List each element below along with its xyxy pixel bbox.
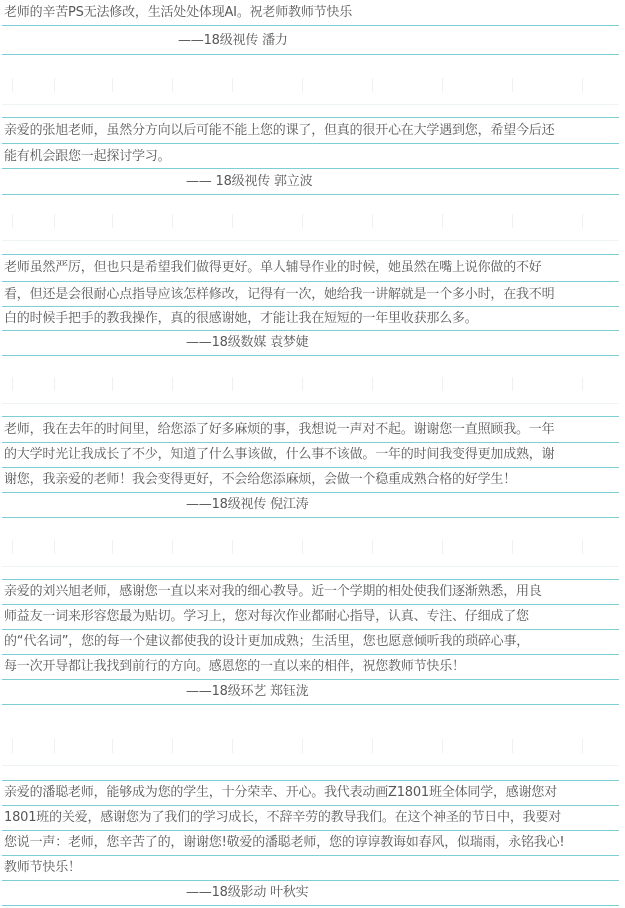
message-line: 亲爱的刘兴旭老师，感谢您一直以来对我的细心教导。近一个学期的相处使我们逐渐熟悉，用良 bbox=[4, 584, 542, 599]
divider bbox=[2, 566, 619, 567]
message-line: 亲爱的潘聪老师，能够成为您的学生，十分荣幸、开心。我代表动画Z1801班全体同学，感谢您对 bbox=[4, 785, 557, 800]
decorative-rule bbox=[2, 210, 619, 232]
divider bbox=[2, 281, 619, 282]
message-line: 看，但还是会很耐心点指导应该怎样修改，记得有一次，她给我一讲解就是一个多小时，在我不明 bbox=[4, 287, 555, 302]
divider bbox=[2, 25, 619, 26]
message-line: 谢您，我亲爱的老师！我会变得更好，不会给您添麻烦，会做一个稳重成熟合格的好学生！ bbox=[4, 472, 517, 487]
divider bbox=[2, 517, 619, 518]
signature: ——18级影动 叶秋实 bbox=[186, 885, 309, 900]
divider bbox=[2, 416, 619, 417]
divider bbox=[2, 54, 619, 55]
message-line: 1801班的关爱，感谢您为了我们的学习成长，不辞辛劳的教导我们。在这个神圣的节日中，我要对 bbox=[4, 810, 562, 825]
signature: ——18级环艺 郑钰泷 bbox=[186, 684, 309, 699]
message-line: 的“代名词”，您的每一个建议都使我的设计更加成熟；生活里，您也愿意倾听我的琐碎心事， bbox=[4, 634, 530, 649]
divider bbox=[2, 168, 619, 169]
message-line: 能有机会跟您一起探讨学习。 bbox=[4, 149, 171, 164]
message-line: 老师，我在去年的时间里，给您添了好多麻烦的事，我想说一声对不起。谢谢您一直照顾我。一年 bbox=[4, 422, 555, 437]
divider bbox=[2, 143, 619, 144]
message-line: 师益友一词来形容您最为贴切。学习上，您对每次作业都耐心指导，认真、专注、仔细成了您 bbox=[4, 609, 529, 624]
divider bbox=[2, 194, 619, 195]
message-line: 的大学时光让我成长了不少，知道了什么事该做，什么事不该做。一年的时间我变得更加成熟，谢 bbox=[4, 447, 555, 462]
divider bbox=[2, 679, 619, 680]
decorative-rule bbox=[2, 373, 619, 395]
divider bbox=[2, 704, 619, 705]
divider bbox=[2, 330, 619, 331]
divider bbox=[2, 880, 619, 881]
signature: ——18级视传 潘力 bbox=[178, 33, 288, 48]
divider bbox=[2, 492, 619, 493]
signature: ——18级视传 倪江涛 bbox=[186, 497, 309, 512]
divider bbox=[2, 117, 619, 118]
message-line: 老师的辛苦PS无法修改，生活处处体现AI。祝老师教师节快乐 bbox=[4, 5, 353, 20]
divider bbox=[2, 240, 619, 241]
message-line: 白的时候手把手的教我操作，真的很感谢她，才能让我在短短的一年里收获那么多。 bbox=[4, 311, 478, 326]
divider bbox=[2, 104, 619, 105]
decorative-rule bbox=[2, 74, 619, 96]
divider bbox=[2, 254, 619, 255]
message-line: 您说一声：老师，您辛苦了的，谢谢您!敬爱的潘聪老师，您的谆谆教诲如春风，似瑞雨，永铭我心! bbox=[4, 835, 565, 850]
divider bbox=[2, 403, 619, 404]
message-line: 亲爱的张旭老师，虽然分方向以后可能不能上您的课了，但真的很开心在大学遇到您，希望今后还 bbox=[4, 123, 555, 138]
signature: —— 18级视传 郭立波 bbox=[186, 174, 313, 189]
message-line: 教师节快乐！ bbox=[4, 860, 81, 875]
decorative-rule bbox=[2, 536, 619, 558]
divider bbox=[2, 905, 619, 906]
divider bbox=[2, 765, 619, 766]
message-line: 老师虽然严厉，但也只是希望我们做得更好。单人辅导作业的时候，她虽然在嘴上说你做的不好 bbox=[4, 260, 542, 275]
signature: ——18级数媒 袁梦婕 bbox=[186, 335, 309, 350]
message-line: 每一次开导都让我找到前行的方向。感恩您的一直以来的相伴，祝您教师节快乐！ bbox=[4, 659, 465, 674]
divider bbox=[2, 355, 619, 356]
decorative-rule bbox=[2, 735, 619, 757]
